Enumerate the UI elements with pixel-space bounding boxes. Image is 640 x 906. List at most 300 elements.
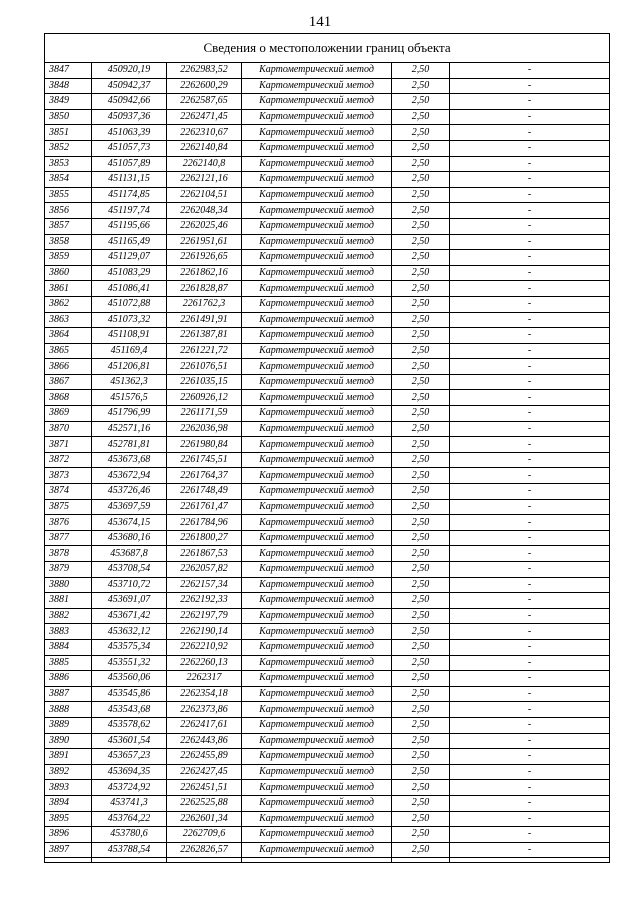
- table-row: [45, 234, 610, 250]
- point-number-cell: 3870: [45, 421, 92, 437]
- point-number-cell: 3854: [45, 172, 92, 188]
- description-cell: -: [450, 811, 610, 827]
- point-number-cell: 3851: [45, 125, 92, 141]
- description-cell: -: [450, 234, 610, 250]
- method-cell: Картометрический метод: [242, 515, 392, 531]
- x-coordinate-cell: 450942,66: [92, 94, 167, 110]
- spacer-cell: [92, 858, 167, 863]
- table-row: [45, 827, 610, 843]
- table-row: [45, 187, 610, 203]
- method-cell: Картометрический метод: [242, 499, 392, 515]
- y-coordinate-cell: 2262354,18: [167, 686, 242, 702]
- accuracy-cell: 2,50: [392, 484, 450, 500]
- description-cell: -: [450, 671, 610, 687]
- accuracy-cell: 2,50: [392, 281, 450, 297]
- method-cell: Картометрический метод: [242, 374, 392, 390]
- table-row: [45, 780, 610, 796]
- method-cell: Картометрический метод: [242, 343, 392, 359]
- accuracy-cell: 2,50: [392, 795, 450, 811]
- y-coordinate-cell: 2262104,51: [167, 187, 242, 203]
- y-coordinate-cell: 2262057,82: [167, 562, 242, 578]
- point-number-cell: 3873: [45, 468, 92, 484]
- table-row: [45, 218, 610, 234]
- table-row: [45, 125, 610, 141]
- description-cell: -: [450, 484, 610, 500]
- description-cell: -: [450, 780, 610, 796]
- description-cell: -: [450, 312, 610, 328]
- y-coordinate-cell: 2262471,45: [167, 109, 242, 125]
- description-cell: -: [450, 296, 610, 312]
- point-number-cell: 3865: [45, 343, 92, 359]
- x-coordinate-cell: 451083,29: [92, 265, 167, 281]
- point-number-cell: 3863: [45, 312, 92, 328]
- table-row: [45, 484, 610, 500]
- description-cell: -: [450, 515, 610, 531]
- method-cell: Картометрический метод: [242, 312, 392, 328]
- accuracy-cell: 2,50: [392, 234, 450, 250]
- description-cell: -: [450, 468, 610, 484]
- table-caption-row: [45, 34, 610, 63]
- table-row: [45, 250, 610, 266]
- accuracy-cell: 2,50: [392, 94, 450, 110]
- y-coordinate-cell: 2262025,46: [167, 218, 242, 234]
- accuracy-cell: 2,50: [392, 78, 450, 94]
- table-caption: Сведения о местоположении границ объекта: [45, 34, 610, 63]
- description-cell: -: [450, 125, 610, 141]
- table-bottom-spacer: [45, 858, 610, 863]
- description-cell: -: [450, 499, 610, 515]
- method-cell: Картометрический метод: [242, 530, 392, 546]
- boundary-table-container: [44, 33, 609, 863]
- y-coordinate-cell: 2262373,86: [167, 702, 242, 718]
- description-cell: -: [450, 624, 610, 640]
- x-coordinate-cell: 453551,32: [92, 655, 167, 671]
- point-number-cell: 3859: [45, 250, 92, 266]
- description-cell: -: [450, 655, 610, 671]
- method-cell: Картометрический метод: [242, 94, 392, 110]
- y-coordinate-cell: 2261980,84: [167, 437, 242, 453]
- spacer-cell: [392, 858, 450, 863]
- accuracy-cell: 2,50: [392, 359, 450, 375]
- description-cell: -: [450, 172, 610, 188]
- y-coordinate-cell: 2261387,81: [167, 328, 242, 344]
- table-row: [45, 624, 610, 640]
- accuracy-cell: 2,50: [392, 842, 450, 858]
- y-coordinate-cell: 2261800,27: [167, 530, 242, 546]
- point-number-cell: 3893: [45, 780, 92, 796]
- method-cell: Картометрический метод: [242, 172, 392, 188]
- description-cell: -: [450, 78, 610, 94]
- table-row: [45, 655, 610, 671]
- x-coordinate-cell: 450920,19: [92, 63, 167, 79]
- method-cell: Картометрический метод: [242, 780, 392, 796]
- table-row: [45, 452, 610, 468]
- description-cell: -: [450, 63, 610, 79]
- description-cell: -: [450, 343, 610, 359]
- x-coordinate-cell: 453545,86: [92, 686, 167, 702]
- x-coordinate-cell: 451057,89: [92, 156, 167, 172]
- y-coordinate-cell: 2262443,86: [167, 733, 242, 749]
- y-coordinate-cell: 2262140,84: [167, 140, 242, 156]
- x-coordinate-cell: 452781,81: [92, 437, 167, 453]
- y-coordinate-cell: 2262310,67: [167, 125, 242, 141]
- y-coordinate-cell: 2262417,61: [167, 717, 242, 733]
- table-row: [45, 515, 610, 531]
- x-coordinate-cell: 453657,23: [92, 749, 167, 765]
- y-coordinate-cell: 2261221,72: [167, 343, 242, 359]
- y-coordinate-cell: 2262157,34: [167, 577, 242, 593]
- description-cell: -: [450, 250, 610, 266]
- x-coordinate-cell: 451197,74: [92, 203, 167, 219]
- method-cell: Картометрический метод: [242, 671, 392, 687]
- point-number-cell: 3879: [45, 562, 92, 578]
- point-number-cell: 3869: [45, 406, 92, 422]
- accuracy-cell: 2,50: [392, 406, 450, 422]
- y-coordinate-cell: 2261828,87: [167, 281, 242, 297]
- table-row: [45, 328, 610, 344]
- x-coordinate-cell: 451072,88: [92, 296, 167, 312]
- method-cell: Картометрический метод: [242, 296, 392, 312]
- point-number-cell: 3883: [45, 624, 92, 640]
- y-coordinate-cell: 2262210,92: [167, 639, 242, 655]
- point-number-cell: 3862: [45, 296, 92, 312]
- y-coordinate-cell: 2261076,51: [167, 359, 242, 375]
- accuracy-cell: 2,50: [392, 312, 450, 328]
- description-cell: -: [450, 187, 610, 203]
- x-coordinate-cell: 453578,62: [92, 717, 167, 733]
- accuracy-cell: 2,50: [392, 468, 450, 484]
- description-cell: -: [450, 562, 610, 578]
- method-cell: Картометрический метод: [242, 764, 392, 780]
- y-coordinate-cell: 2262601,34: [167, 811, 242, 827]
- x-coordinate-cell: 453691,07: [92, 593, 167, 609]
- accuracy-cell: 2,50: [392, 499, 450, 515]
- description-cell: -: [450, 577, 610, 593]
- table-row: [45, 764, 610, 780]
- method-cell: Картометрический метод: [242, 484, 392, 500]
- y-coordinate-cell: 2261748,49: [167, 484, 242, 500]
- method-cell: Картометрический метод: [242, 811, 392, 827]
- description-cell: -: [450, 639, 610, 655]
- accuracy-cell: 2,50: [392, 671, 450, 687]
- accuracy-cell: 2,50: [392, 827, 450, 843]
- description-cell: -: [450, 702, 610, 718]
- y-coordinate-cell: 2262525,88: [167, 795, 242, 811]
- x-coordinate-cell: 453741,3: [92, 795, 167, 811]
- x-coordinate-cell: 453710,72: [92, 577, 167, 593]
- point-number-cell: 3876: [45, 515, 92, 531]
- method-cell: Картометрический метод: [242, 593, 392, 609]
- description-cell: -: [450, 359, 610, 375]
- method-cell: Картометрический метод: [242, 78, 392, 94]
- y-coordinate-cell: 2262317: [167, 671, 242, 687]
- point-number-cell: 3889: [45, 717, 92, 733]
- accuracy-cell: 2,50: [392, 343, 450, 359]
- point-number-cell: 3872: [45, 452, 92, 468]
- y-coordinate-cell: 2262709,6: [167, 827, 242, 843]
- y-coordinate-cell: 2262826,57: [167, 842, 242, 858]
- method-cell: Картометрический метод: [242, 562, 392, 578]
- description-cell: -: [450, 608, 610, 624]
- accuracy-cell: 2,50: [392, 63, 450, 79]
- accuracy-cell: 2,50: [392, 296, 450, 312]
- method-cell: Картометрический метод: [242, 125, 392, 141]
- point-number-cell: 3896: [45, 827, 92, 843]
- point-number-cell: 3884: [45, 639, 92, 655]
- x-coordinate-cell: 453780,6: [92, 827, 167, 843]
- table-row: [45, 733, 610, 749]
- x-coordinate-cell: 452571,16: [92, 421, 167, 437]
- x-coordinate-cell: 451129,07: [92, 250, 167, 266]
- table-row: [45, 608, 610, 624]
- point-number-cell: 3847: [45, 63, 92, 79]
- y-coordinate-cell: 2261761,47: [167, 499, 242, 515]
- x-coordinate-cell: 451057,73: [92, 140, 167, 156]
- description-cell: -: [450, 842, 610, 858]
- point-number-cell: 3864: [45, 328, 92, 344]
- accuracy-cell: 2,50: [392, 562, 450, 578]
- y-coordinate-cell: 2261951,61: [167, 234, 242, 250]
- point-number-cell: 3868: [45, 390, 92, 406]
- point-number-cell: 3885: [45, 655, 92, 671]
- x-coordinate-cell: 451063,39: [92, 125, 167, 141]
- x-coordinate-cell: 453694,35: [92, 764, 167, 780]
- x-coordinate-cell: 451073,32: [92, 312, 167, 328]
- x-coordinate-cell: 451195,66: [92, 218, 167, 234]
- description-cell: -: [450, 717, 610, 733]
- y-coordinate-cell: 2261926,65: [167, 250, 242, 266]
- spacer-cell: [167, 858, 242, 863]
- point-number-cell: 3887: [45, 686, 92, 702]
- spacer-cell: [450, 858, 610, 863]
- method-cell: Картометрический метод: [242, 468, 392, 484]
- point-number-cell: 3891: [45, 749, 92, 765]
- accuracy-cell: 2,50: [392, 187, 450, 203]
- accuracy-cell: 2,50: [392, 811, 450, 827]
- x-coordinate-cell: 451165,49: [92, 234, 167, 250]
- point-number-cell: 3853: [45, 156, 92, 172]
- table-row: [45, 296, 610, 312]
- description-cell: -: [450, 421, 610, 437]
- y-coordinate-cell: 2262983,52: [167, 63, 242, 79]
- accuracy-cell: 2,50: [392, 780, 450, 796]
- accuracy-cell: 2,50: [392, 421, 450, 437]
- method-cell: Картометрический метод: [242, 702, 392, 718]
- x-coordinate-cell: 453601,54: [92, 733, 167, 749]
- method-cell: Картометрический метод: [242, 749, 392, 765]
- table-row: [45, 359, 610, 375]
- y-coordinate-cell: 2262192,33: [167, 593, 242, 609]
- x-coordinate-cell: 453674,15: [92, 515, 167, 531]
- point-number-cell: 3871: [45, 437, 92, 453]
- description-cell: -: [450, 109, 610, 125]
- point-number-cell: 3878: [45, 546, 92, 562]
- table-row: [45, 749, 610, 765]
- table-row: [45, 343, 610, 359]
- description-cell: -: [450, 452, 610, 468]
- table-row: [45, 671, 610, 687]
- description-cell: -: [450, 328, 610, 344]
- description-cell: -: [450, 265, 610, 281]
- point-number-cell: 3875: [45, 499, 92, 515]
- y-coordinate-cell: 2262600,29: [167, 78, 242, 94]
- y-coordinate-cell: 2261862,16: [167, 265, 242, 281]
- table-row: [45, 842, 610, 858]
- table-row: [45, 156, 610, 172]
- method-cell: Картометрический метод: [242, 406, 392, 422]
- x-coordinate-cell: 453788,54: [92, 842, 167, 858]
- point-number-cell: 3852: [45, 140, 92, 156]
- x-coordinate-cell: 453672,94: [92, 468, 167, 484]
- y-coordinate-cell: 2261764,37: [167, 468, 242, 484]
- method-cell: Картометрический метод: [242, 359, 392, 375]
- accuracy-cell: 2,50: [392, 452, 450, 468]
- point-number-cell: 3880: [45, 577, 92, 593]
- description-cell: -: [450, 686, 610, 702]
- description-cell: -: [450, 530, 610, 546]
- point-number-cell: 3867: [45, 374, 92, 390]
- method-cell: Картометрический метод: [242, 577, 392, 593]
- table-row: [45, 94, 610, 110]
- method-cell: Картометрический метод: [242, 733, 392, 749]
- table-row: [45, 140, 610, 156]
- description-cell: -: [450, 390, 610, 406]
- method-cell: Картометрический метод: [242, 795, 392, 811]
- method-cell: Картометрический метод: [242, 63, 392, 79]
- accuracy-cell: 2,50: [392, 593, 450, 609]
- table-row: [45, 374, 610, 390]
- x-coordinate-cell: 451086,41: [92, 281, 167, 297]
- table-row: [45, 63, 610, 79]
- accuracy-cell: 2,50: [392, 655, 450, 671]
- accuracy-cell: 2,50: [392, 624, 450, 640]
- accuracy-cell: 2,50: [392, 608, 450, 624]
- method-cell: Картометрический метод: [242, 624, 392, 640]
- x-coordinate-cell: 453724,92: [92, 780, 167, 796]
- point-number-cell: 3895: [45, 811, 92, 827]
- method-cell: Картометрический метод: [242, 250, 392, 266]
- accuracy-cell: 2,50: [392, 702, 450, 718]
- y-coordinate-cell: 2262455,89: [167, 749, 242, 765]
- x-coordinate-cell: 453687,8: [92, 546, 167, 562]
- accuracy-cell: 2,50: [392, 140, 450, 156]
- accuracy-cell: 2,50: [392, 577, 450, 593]
- table-row: [45, 406, 610, 422]
- description-cell: -: [450, 733, 610, 749]
- x-coordinate-cell: 453560,06: [92, 671, 167, 687]
- table-row: [45, 109, 610, 125]
- point-number-cell: 3874: [45, 484, 92, 500]
- spacer-cell: [45, 858, 92, 863]
- point-number-cell: 3894: [45, 795, 92, 811]
- point-number-cell: 3861: [45, 281, 92, 297]
- table-row: [45, 281, 610, 297]
- point-number-cell: 3848: [45, 78, 92, 94]
- y-coordinate-cell: 2262190,14: [167, 624, 242, 640]
- accuracy-cell: 2,50: [392, 125, 450, 141]
- table-row: [45, 811, 610, 827]
- point-number-cell: 3858: [45, 234, 92, 250]
- point-number-cell: 3857: [45, 218, 92, 234]
- description-cell: -: [450, 827, 610, 843]
- table-row: [45, 546, 610, 562]
- description-cell: -: [450, 281, 610, 297]
- table-row: [45, 421, 610, 437]
- x-coordinate-cell: 451362,3: [92, 374, 167, 390]
- description-cell: -: [450, 374, 610, 390]
- method-cell: Картометрический метод: [242, 827, 392, 843]
- page-number: 141: [308, 14, 332, 30]
- x-coordinate-cell: 453764,22: [92, 811, 167, 827]
- y-coordinate-cell: 2262451,51: [167, 780, 242, 796]
- spacer-cell: [242, 858, 392, 863]
- table-row: [45, 437, 610, 453]
- y-coordinate-cell: 2262260,13: [167, 655, 242, 671]
- method-cell: Картометрический метод: [242, 156, 392, 172]
- point-number-cell: 3849: [45, 94, 92, 110]
- x-coordinate-cell: 451169,4: [92, 343, 167, 359]
- table-row: [45, 562, 610, 578]
- description-cell: -: [450, 156, 610, 172]
- point-number-cell: 3892: [45, 764, 92, 780]
- description-cell: -: [450, 406, 610, 422]
- accuracy-cell: 2,50: [392, 717, 450, 733]
- y-coordinate-cell: 2262048,34: [167, 203, 242, 219]
- accuracy-cell: 2,50: [392, 515, 450, 531]
- point-number-cell: 3888: [45, 702, 92, 718]
- y-coordinate-cell: 2262036,98: [167, 421, 242, 437]
- method-cell: Картометрический метод: [242, 187, 392, 203]
- description-cell: -: [450, 764, 610, 780]
- table-row: [45, 78, 610, 94]
- table-body: [45, 63, 610, 863]
- method-cell: Картометрический метод: [242, 421, 392, 437]
- method-cell: Картометрический метод: [242, 234, 392, 250]
- table-row: [45, 499, 610, 515]
- description-cell: -: [450, 94, 610, 110]
- table-row: [45, 639, 610, 655]
- accuracy-cell: 2,50: [392, 546, 450, 562]
- y-coordinate-cell: 2260926,12: [167, 390, 242, 406]
- table-row: [45, 312, 610, 328]
- y-coordinate-cell: 2261762,3: [167, 296, 242, 312]
- accuracy-cell: 2,50: [392, 686, 450, 702]
- method-cell: Картометрический метод: [242, 686, 392, 702]
- y-coordinate-cell: 2261035,15: [167, 374, 242, 390]
- accuracy-cell: 2,50: [392, 437, 450, 453]
- method-cell: Картометрический метод: [242, 328, 392, 344]
- description-cell: -: [450, 795, 610, 811]
- point-number-cell: 3855: [45, 187, 92, 203]
- point-number-cell: 3886: [45, 671, 92, 687]
- accuracy-cell: 2,50: [392, 156, 450, 172]
- method-cell: Картометрический метод: [242, 109, 392, 125]
- x-coordinate-cell: 450937,36: [92, 109, 167, 125]
- method-cell: Картометрический метод: [242, 218, 392, 234]
- description-cell: -: [450, 749, 610, 765]
- method-cell: Картометрический метод: [242, 265, 392, 281]
- point-number-cell: 3897: [45, 842, 92, 858]
- method-cell: Картометрический метод: [242, 452, 392, 468]
- x-coordinate-cell: 451796,99: [92, 406, 167, 422]
- y-coordinate-cell: 2261171,59: [167, 406, 242, 422]
- method-cell: Картометрический метод: [242, 608, 392, 624]
- x-coordinate-cell: 451206,81: [92, 359, 167, 375]
- x-coordinate-cell: 451131,15: [92, 172, 167, 188]
- description-cell: -: [450, 593, 610, 609]
- y-coordinate-cell: 2262121,16: [167, 172, 242, 188]
- y-coordinate-cell: 2261491,91: [167, 312, 242, 328]
